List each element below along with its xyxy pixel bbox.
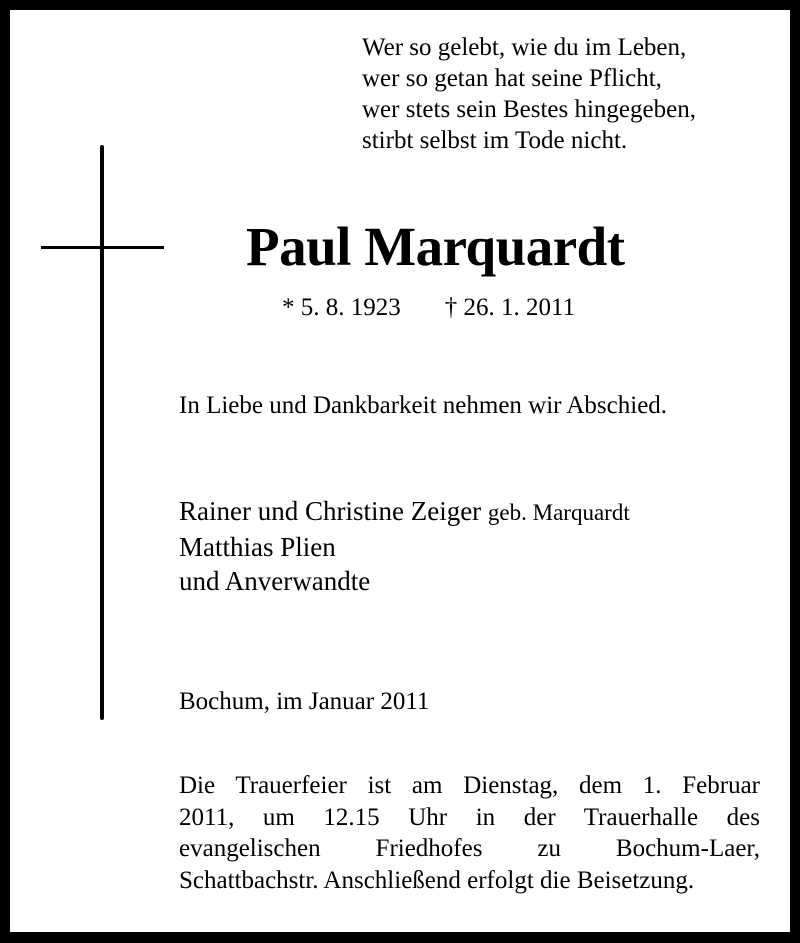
service-line: Schattbachstr. Anschließend erfolgt die Beisetzung. xyxy=(179,866,695,894)
cross-vertical-bar xyxy=(100,145,104,720)
poem-line: wer so getan hat seine Pflicht, xyxy=(362,65,662,92)
mourner-line: Matthias Plien xyxy=(179,532,336,562)
service-line: evangelischen Friedhofes zu Bochum-Laer, xyxy=(179,835,760,862)
deceased-name: Paul Marquardt xyxy=(246,216,625,277)
poem-line: wer stets sein Bestes hingegeben, xyxy=(362,96,696,123)
mourners-list xyxy=(179,494,630,598)
place-date: Bochum, im Januar 2011 xyxy=(179,688,430,715)
life-dates xyxy=(282,293,575,323)
memorial-poem xyxy=(362,32,696,156)
poem-line: Wer so gelebt, wie du im Leben, xyxy=(362,34,687,61)
service-line: Die Trauerfeier ist am Dienstag, dem 1. Februar xyxy=(179,772,760,799)
cross-horizontal-bar xyxy=(41,246,164,249)
service-line: 2011, um 12.15 Uhr in der Trauerhalle des xyxy=(179,803,760,831)
obituary-notice xyxy=(10,10,790,932)
maiden-name-note: geb. Marquardt xyxy=(487,500,630,525)
mourner-names: Rainer und Christine Zeiger xyxy=(179,496,482,526)
poem-line: stirbt selbst im Tode nicht. xyxy=(362,127,628,154)
farewell-text: In Liebe und Dankbarkeit nehmen wir Abschied. xyxy=(179,392,668,419)
funeral-service-info xyxy=(179,770,760,896)
death-date: † 26. 1. 2011 xyxy=(444,294,576,321)
birth-date: * 5. 8. 1923 xyxy=(282,294,401,321)
mourner-line xyxy=(179,494,630,530)
mourner-line: und Anverwandte xyxy=(179,566,371,596)
